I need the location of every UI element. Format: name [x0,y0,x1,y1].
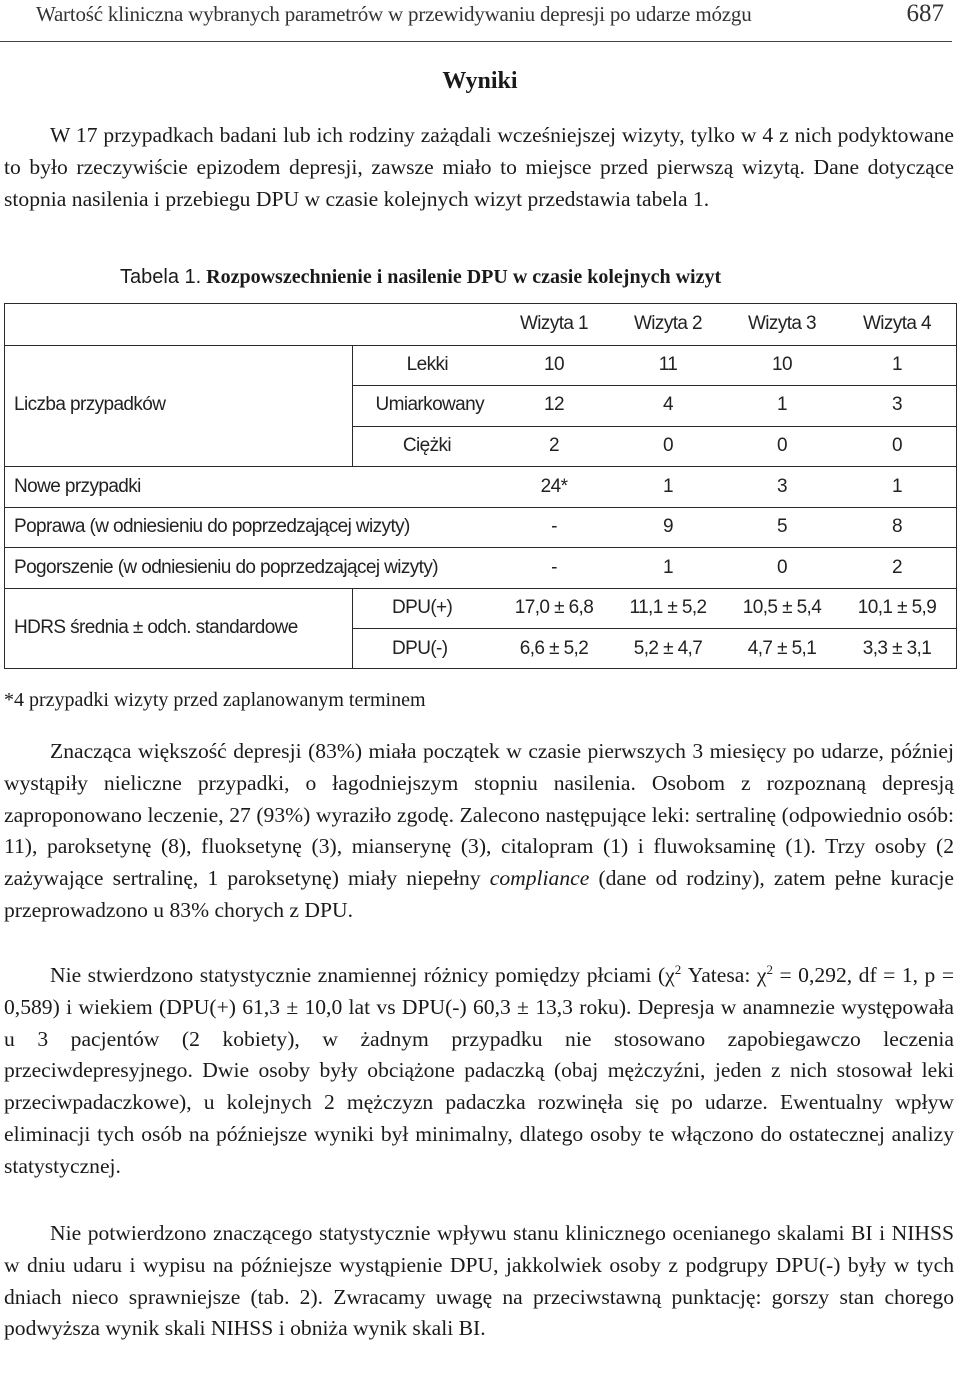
table-rule [4,303,957,304]
table-cell: 1 [777,394,787,415]
table-footnote: *4 przypadki wizyty przed zaplanowanym terminem [4,689,426,711]
column-header: Wizyta 1 [519,313,589,334]
paragraph-text: (dane od rodziny), zatem pełne kuracje przeprowadzono u 83% chorych z DPU. [4,866,954,922]
table-cell: 17,0 ± 6,8 [514,597,594,618]
table-cell: 0 [663,435,673,456]
table-cell: - [551,516,557,537]
table-cell: 1 [663,557,673,578]
table-cell: 3 [777,476,787,497]
row-label: Poprawa (w odniesieniu do poprzedzającej wizyty) [14,516,410,537]
table-rule [4,303,5,669]
table-cell: 10 [772,354,792,375]
table-rule [352,385,957,386]
table-rule [352,588,353,669]
row-label: Pogorszenie (w odniesieniu do poprzedzającej wizyty) [14,557,438,578]
row-label: DPU(+) [392,597,453,618]
running-title: Wartość kliniczna wybranych parametrów w przewidywaniu depresji po udarze mózgu [36,2,752,26]
table-cell: 0 [777,435,787,456]
table-rule [956,303,957,669]
table-cell: 10,5 ± 5,4 [742,597,822,618]
paragraph-text: = 0,292, df = 1, p = 0,589) i wiekiem (DPU(+) 61,3 ± 10,0 lat vs DPU(-) 60,3 ± 13,3 roku). Depresja w anamnezie występowała u 3 pacjentów (2 kobiety), w żadnym przypadku nie stosowano zapobiegawczo leczenia przeciwdepresyjnego. Dwie osoby były obciążone padaczką (obaj mężczyźni, jeden z nich stosował leki przeciwpadaczkowe), u kolejnych 2 mężczyzn padaczka rozwinęła się po udarze. Ewentualny wpływ eliminacji tych osób na późniejsze wyniki był minimalny, dlatego osoby te włączono do ostatecznej analizy statystycznej. [4,963,954,1178]
section-heading: Wyniki [442,68,518,94]
paragraph-text: Nie stwierdzono statystycznie znamiennej różnicy pomiędzy płciami (χ [50,963,675,987]
table-cell: 1 [663,476,673,497]
table-cell: 4 [663,394,673,415]
group-label-cases: Liczba przypadków [14,394,166,415]
page-number: 687 [906,0,944,27]
paragraph-text: Nie potwierdzono znaczącego statystycznie wpływu stanu klinicznego ocenianego skalami BI i NIHSS w dniu udaru i wypisu na późniejsze wystąpienie DPU, jakkolwiek osoby z podgrupy DPU(-) były w tych dniach nieco sprawniejsze (tab. 2). Zwracamy uwagę na przeciwstawną punktację: gorszy stan chorego podwyższa wynik skali NIHSS i obniża wynik skali BI. [4,1221,954,1341]
table-cell: 3,3 ± 3,1 [862,638,932,659]
group-label-hdrs: HDRS średnia ± odch. standardowe [14,617,298,638]
table-cell: 4,7 ± 5,1 [747,638,817,659]
table-cell: 1 [892,354,902,375]
table-cell: 6,6 ± 5,2 [519,638,589,659]
table-rule [4,466,957,467]
table-cell: 5 [777,516,787,537]
intro-text: W 17 przypadkach badani lub ich rodziny zażądali wcześniejszej wizyty, tylko w 4 z nich podyktowane to było rzeczywiście epizodem depresji, zawsze miało to miejsce przed pierwszą wizytą. Dane dotyczące stopnia nasilenia i przebiegu DPU w czasie kolejnych wizyt przedstawia tabela 1. [4,123,954,211]
table-cell: 5,2 ± 4,7 [633,638,703,659]
table-cell: 11,1 ± 5,2 [629,597,707,618]
table-cell: - [551,557,557,578]
table-caption-title: Rozpowszechnienie i nasilenie DPU w czasie kolejnych wizyt [206,266,722,288]
table-cell: 11 [658,354,678,375]
paragraph-text: Znacząca większość depresji (83%) miała początek w czasie pierwszych 3 miesięcy po udarze, później wystąpiły nieliczne przypadki, o łagodniejszym stopniu nasilenia. Osobom z rozpoznaną depresją zaproponowano leczenie, 27 (93%) wyraziło zgodę. Zalecono następujące leki: sertralinę (odpowiednio osób: 11), paroksetynę (8), fluoksetynę (3), mianserynę (3), citalopram (1) i fluwoksaminę (1). Trzy osoby (2 zażywające sertralinę, 1 paroksetynę) miały niepełny [4,739,954,891]
row-label: Ciężki [402,435,451,456]
table-rule [352,628,957,629]
row-label: Nowe przypadki [14,476,141,497]
table-cell: 0 [777,557,787,578]
table-rule [4,547,957,548]
table-rule [4,345,957,346]
body-paragraph [4,960,954,1183]
table-cell: 2 [549,435,559,456]
row-label: Lekki [406,354,448,375]
table-cell: 24* [540,476,568,497]
paragraph-text: Yatesa: χ [687,963,767,987]
table-rule [4,668,957,669]
italic-term: compliance [489,866,590,891]
table-cell: 12 [544,394,564,415]
body-paragraph [4,1218,954,1345]
superscript: 2 [674,962,682,977]
table-cell: 10 [544,354,564,375]
table-rule [352,345,353,467]
table-cell: 1 [892,476,902,497]
table-rule [4,507,957,508]
column-header: Wizyta 4 [862,313,932,334]
column-header: Wizyta 2 [633,313,703,334]
table-cell: 9 [663,516,673,537]
superscript: 2 [766,962,773,977]
table-rule [4,588,957,589]
table-cell: 0 [892,435,902,456]
table-cell: 2 [892,557,902,578]
table-cell: 8 [892,516,902,537]
body-paragraph [4,736,954,927]
row-label: Umiarkowany [375,394,484,415]
table-cell: 3 [892,394,902,415]
table-caption-label: Tabela 1. [120,266,202,288]
table-rule [352,426,957,427]
row-label: DPU(-) [392,638,448,659]
column-header: Wizyta 3 [747,313,817,334]
table-cell: 10,1 ± 5,9 [857,597,937,618]
